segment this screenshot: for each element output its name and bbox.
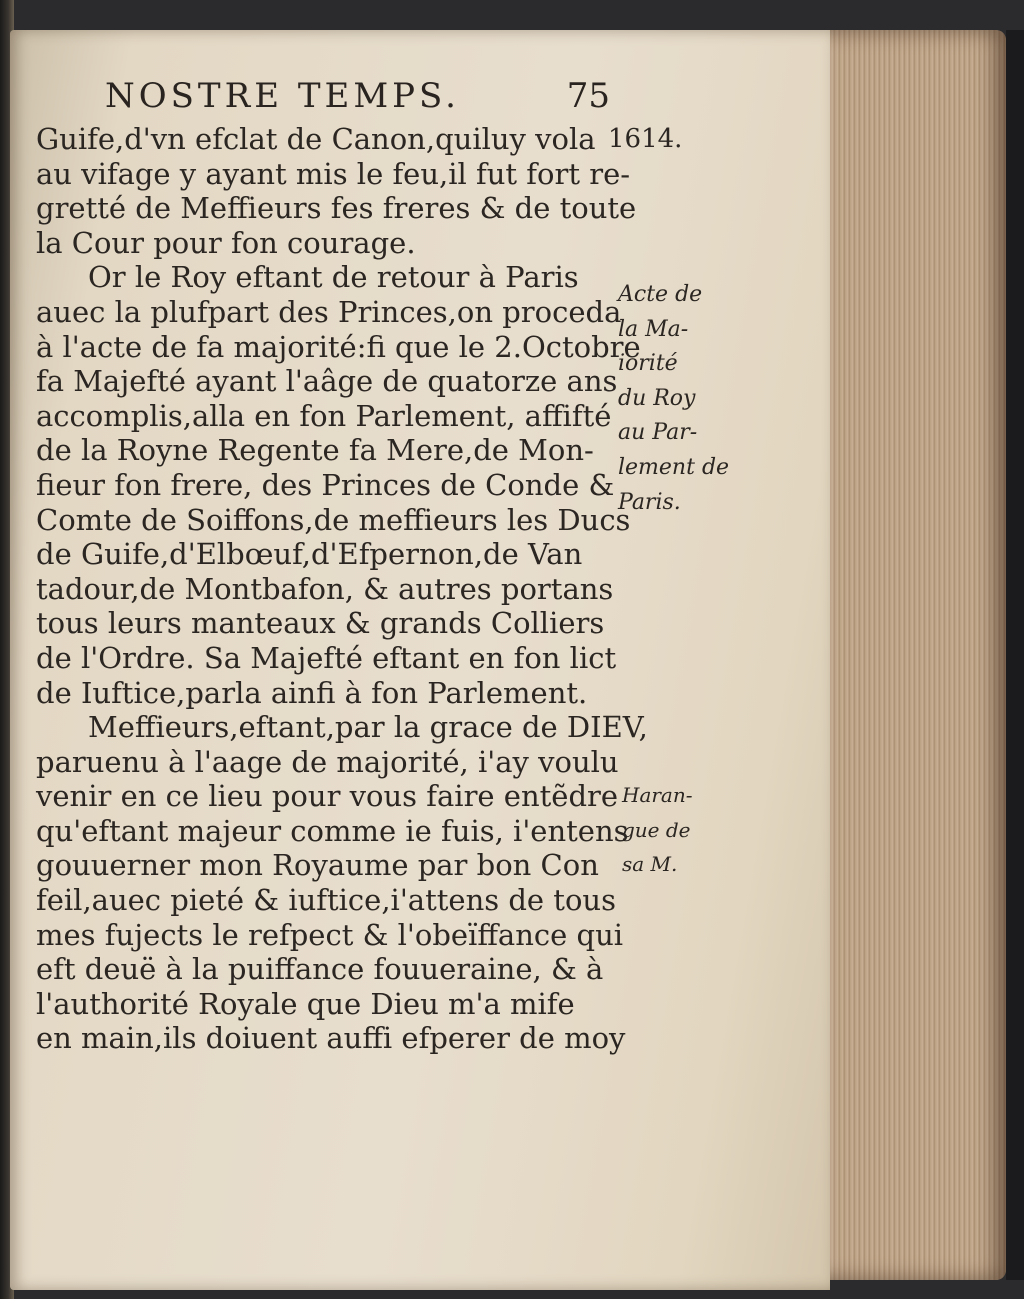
margin-note-line: la Ma- (618, 316, 689, 342)
margin-note-line: Haran- (622, 783, 693, 807)
text-line: au vifage y ayant mis le feu,il fut fort re- (36, 156, 631, 191)
text-line: de la Royne Regente fa Mere,de Mon- (36, 433, 594, 468)
running-title: NOSTRE TEMPS. (105, 76, 460, 116)
margin-note-line: lement de (618, 454, 730, 480)
margin-note-acte (618, 278, 728, 520)
margin-note-line: sa M. (622, 852, 678, 877)
margin-note-line: iorité (618, 351, 678, 377)
text-line: l'authorité Royale que Dieu m'a mife (36, 986, 575, 1021)
text-line: gouuerner mon Royaume par bon Con (36, 848, 599, 883)
page-number: 75 (566, 76, 610, 116)
text-line: Guife,d'vn efclat de Canon,quiluy vola (36, 122, 596, 156)
text-line: Or le Roy eftant de retour à Paris (88, 260, 579, 295)
text-line: qu'eftant majeur comme ie fuis, i'entens (36, 813, 629, 848)
text-line: Meffieurs,eftant,par la grace de DIEV, (88, 710, 648, 745)
text-line: eft deuë à la puiffance fouueraine, & à (36, 952, 604, 987)
margin-year: 1614. (608, 124, 683, 154)
text-line: tous leurs manteaux & grands Colliers (36, 606, 605, 641)
text-line: auec la plufpart des Princes,on proceda (36, 294, 622, 329)
text-line: fieur fon frere, des Princes de Conde & (36, 467, 615, 502)
text-line: en main,ils doiuent auffi efperer de moy (36, 1021, 626, 1056)
text-line: venir en ce lieu pour vous faire entẽdre (36, 779, 619, 814)
text-line: accomplis,alla en fon Parlement, affifté (36, 398, 612, 433)
text-line: de l'Ordre. Sa Majefté eftant en fon lict (36, 640, 617, 675)
margin-note-line: au Par- (618, 420, 698, 446)
text-line: Comte de Soiffons,de meffieurs les Ducs (36, 502, 631, 537)
page-edges (826, 30, 1006, 1280)
text-line: fa Majefté ayant l'aâge de quatorze ans (36, 364, 618, 399)
text-line: de Guife,d'Elbœuf,d'Efpernon,de Van (36, 537, 583, 572)
text-line: la Cour pour fon courage. (36, 225, 416, 260)
margin-note-line: du Roy (618, 385, 696, 411)
text-line: gretté de Meffieurs fes freres & de toute (36, 191, 637, 226)
margin-note-line: Acte de (618, 282, 703, 307)
text-line: à l'acte de fa majorité:fi que le 2.Octobre (36, 329, 641, 364)
text-line: de Iuftice,parla ainfi à fon Parlement. (36, 675, 588, 710)
text-line: mes fujects le refpect & l'obeïffance qui (36, 917, 624, 952)
text-line: paruenu à l'aage de majorité, i'ay voulu (36, 744, 619, 779)
text-line: tadour,de Montbafon, & autres portans (36, 571, 614, 606)
margin-note-line: gue de (622, 817, 691, 842)
margin-note-line: Paris. (618, 489, 681, 515)
text-line: feil,auec pieté & iuftice,i'attens de tous (36, 883, 616, 918)
margin-note-harangue (622, 778, 732, 882)
page-header (105, 76, 610, 120)
